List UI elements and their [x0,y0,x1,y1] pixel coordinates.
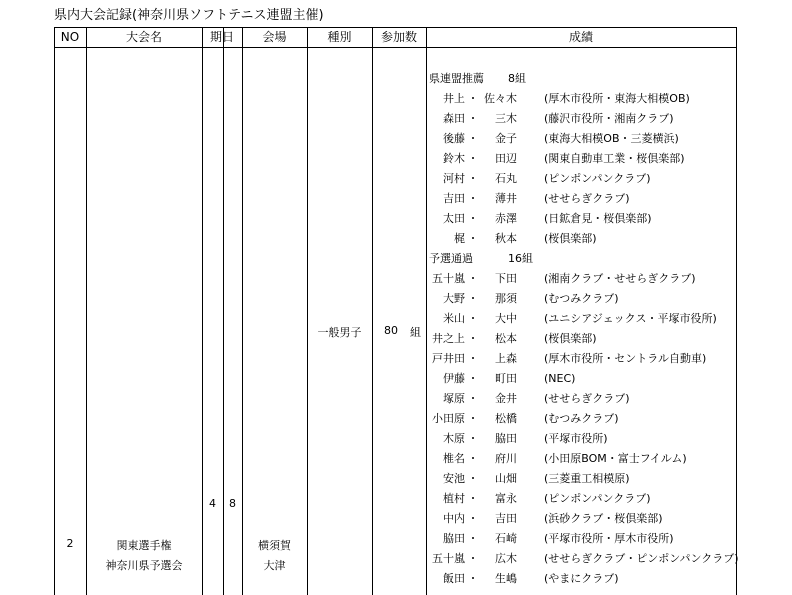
player1-name: 戸井田 [432,352,465,365]
affiliation: (むつみクラブ) [544,412,619,425]
separator-dot: ・ [467,232,479,245]
player1-name: 吉田 [443,192,465,205]
separator-dot: ・ [467,292,479,305]
affiliation: (せせらぎクラブ) [544,392,630,405]
player2-name: 金井 [495,392,517,405]
affiliation: (小田原BOM・富士フイルム) [544,452,687,465]
player2-name: 那須 [495,292,517,305]
event-name-line1: 関東選手権 [116,539,172,552]
header-name: 大会名 [125,30,162,44]
col-border [307,27,308,595]
separator-dot: ・ [467,212,479,225]
event-name-line2: 神奈川県予選会 [105,559,183,572]
player2-name: 田辺 [495,152,517,165]
separator-dot: ・ [467,132,479,145]
col-border [242,27,243,595]
player2-name: 佐々木 [484,92,517,105]
player1-name: 伊藤 [443,372,465,385]
player1-name: 米山 [443,312,465,325]
col-border [372,27,373,595]
player1-name: 飯田 [443,572,465,585]
header-bottom-border [54,47,737,48]
affiliation: (藤沢市役所・湘南クラブ) [544,112,674,125]
separator-dot: ・ [467,152,479,165]
event-venue-line2: 大津 [263,559,286,572]
separator-dot: ・ [467,552,479,565]
player1-name: 梶 [454,232,465,245]
player2-name: 広木 [495,552,517,565]
separator-dot: ・ [467,332,479,345]
player1-name: 森田 [443,112,465,125]
separator-dot: ・ [467,572,479,585]
player2-name: 赤澤 [495,212,517,225]
qualifier-heading [429,251,533,267]
affiliation: (関東自動車工業・桜倶楽部) [544,152,685,165]
affiliation: (ユニシアジェックス・平塚市役所) [544,312,717,325]
header-category: 種別 [327,30,352,44]
player1-name: 後藤 [443,132,465,145]
event-count-unit: 組 [410,326,421,339]
player1-name: 五十嵐 [432,552,465,565]
qualifier-count: 16組 [508,252,533,265]
col-border [86,27,87,595]
col-border [426,27,427,595]
affiliation: (日鉱倉見・桜倶楽部) [544,212,652,225]
separator-dot: ・ [467,372,479,385]
separator-dot: ・ [467,532,479,545]
player1-name: 小田原 [432,412,465,425]
affiliation: (桜倶楽部) [544,332,597,345]
event-no: 2 [66,537,74,550]
player1-name: 脇田 [443,532,465,545]
event-day: 8 [229,497,236,510]
player2-name: 石丸 [495,172,517,185]
player2-name: 松橋 [495,412,517,425]
player1-name: 安池 [443,472,465,485]
player2-name: 大中 [495,312,517,325]
player1-name: 大野 [443,292,465,305]
affiliation: (厚木市役所・東海大相模OB) [544,92,690,105]
separator-dot: ・ [467,272,479,285]
event-category: 一般男子 [317,326,362,339]
separator-dot: ・ [467,172,479,185]
player2-name: 金子 [495,132,517,145]
player2-name: 上森 [495,352,517,365]
player2-name: 山畑 [495,472,517,485]
player2-name: 生嶋 [495,572,517,585]
affiliation: (湘南クラブ・せせらぎクラブ) [544,272,696,285]
player1-name: 中内 [443,512,465,525]
player2-name: 府川 [495,452,517,465]
separator-dot: ・ [467,452,479,465]
player1-name: 鈴木 [443,152,465,165]
recommended-label: 県連盟推薦 [429,72,484,85]
affiliation: (むつみクラブ) [544,292,619,305]
player1-name: 井之上 [432,332,465,345]
separator-dot: ・ [467,192,479,205]
recommended-count: 8組 [508,72,526,85]
player1-name: 井上 [443,92,465,105]
event-count: 80 [384,324,398,337]
player2-name: 富永 [495,492,517,505]
affiliation: (平塚市役所・厚木市役所) [544,532,674,545]
col-border [736,27,737,595]
player1-name: 椎名 [443,452,465,465]
player2-name: 石崎 [495,532,517,545]
player2-name: 薄井 [495,192,517,205]
header-venue: 会場 [262,30,287,44]
player1-name: 河村 [443,172,465,185]
player1-name: 木原 [443,432,465,445]
player2-name: 脇田 [495,432,517,445]
affiliation: (三菱重工相模原) [544,472,630,485]
col-border [54,27,55,595]
affiliation: (ピンポンパンクラブ) [544,492,651,505]
header-no: NO [60,30,80,44]
records-table [54,27,737,595]
affiliation: (東海大相模OB・三菱横浜) [544,132,679,145]
player2-name: 下田 [495,272,517,285]
affiliation: (厚木市役所・セントラル自動車) [544,352,707,365]
affiliation: (せせらぎクラブ) [544,192,630,205]
separator-dot: ・ [467,432,479,445]
header-result: 成績 [568,30,593,44]
event-venue-line1: 横須賀 [258,539,291,552]
header-count: 参加数 [380,30,417,44]
player2-name: 秋本 [495,232,517,245]
page-title: 県内大会記録(神奈川県ソフトテニス連盟主催) [54,8,324,23]
separator-dot: ・ [467,472,479,485]
recommended-heading [429,71,526,87]
affiliation: (平塚市役所) [544,432,608,445]
player1-name: 五十嵐 [432,272,465,285]
event-month: 4 [209,497,216,510]
player1-name: 植村 [443,492,465,505]
qualifier-label: 予選通過 [429,252,473,265]
player2-name: 松本 [495,332,517,345]
player2-name: 町田 [495,372,517,385]
separator-dot: ・ [467,312,479,325]
affiliation: (浜砂クラブ・桜倶楽部) [544,512,663,525]
separator-dot: ・ [467,512,479,525]
separator-dot: ・ [467,492,479,505]
player2-name: 吉田 [495,512,517,525]
player2-name: 三木 [495,112,517,125]
affiliation: (やまにクラブ) [544,572,619,585]
affiliation: (桜倶楽部) [544,232,597,245]
separator-dot: ・ [467,112,479,125]
affiliation: (NEC) [544,372,576,385]
separator-dot: ・ [467,92,479,105]
header-period: 期日 [209,30,234,44]
player1-name: 太田 [443,212,465,225]
affiliation: (ピンポンパンクラブ) [544,172,651,185]
player1-name: 塚原 [443,392,465,405]
affiliation: (せせらぎクラブ・ピンポンパンクラブ) [544,552,739,565]
separator-dot: ・ [467,412,479,425]
separator-dot: ・ [467,392,479,405]
separator-dot: ・ [467,352,479,365]
